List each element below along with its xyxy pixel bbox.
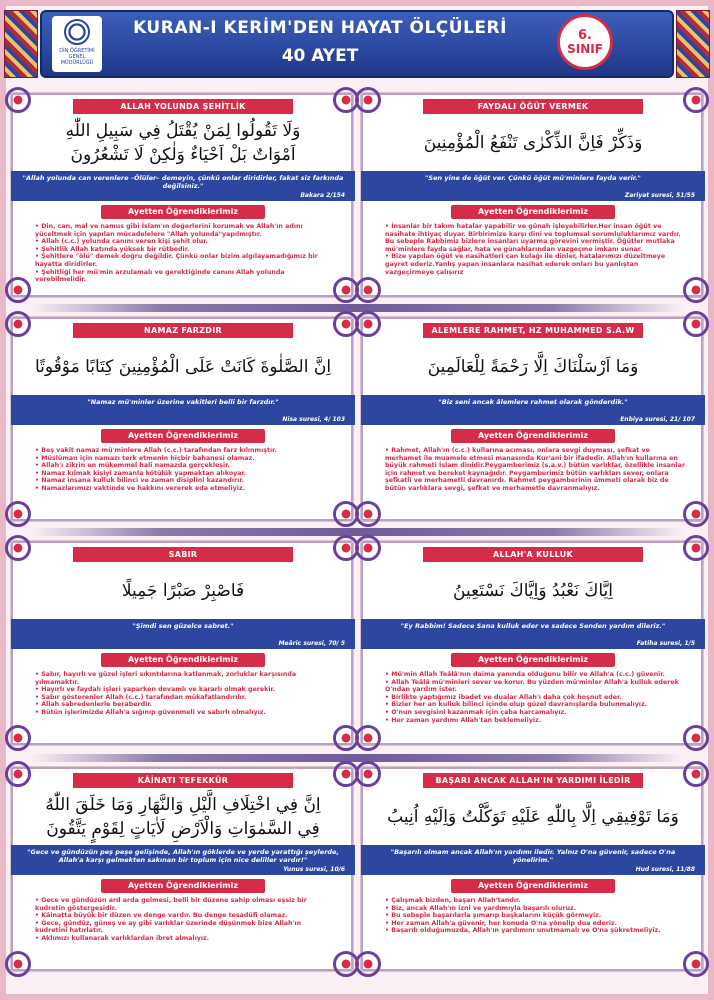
meaning-bar <box>361 395 705 425</box>
corner-ornament-icon <box>355 311 381 337</box>
arabic-ayah-line: وَمَا تَوْفِيقِي اِلَّا بِاللّٰهِ عَلَيْهِ تَوَكَّلْتُ وَاِلَيْهِ اُنِيبُ <box>387 807 679 827</box>
lesson-point: • Bizler her an kulluk bilinci içinde olup güzel davranışlarda bulunmalıyız. <box>385 701 685 709</box>
arabic-ayah-line: وَذَكِّرْ فَاِنَّ الذِّكْرٰى تَنْفَعُ الْمُؤْمِنِينَ <box>423 133 643 153</box>
learned-heading: Ayetten Öğrendiklerimiz <box>451 879 615 893</box>
corner-ornament-icon <box>355 501 381 527</box>
lesson-point: • Allah'ı zikrin en mükemmel hali namazda gerçekleşir. <box>35 462 335 470</box>
ayah-card <box>360 92 704 298</box>
lesson-point: • Her zaman Allah'a güvenir, her konuda O'na yönelip dua ederiz. <box>385 920 685 928</box>
lesson-points <box>35 897 335 943</box>
page-title: KURAN-I KERİM'DEN HAYAT ÖLÇÜLERİ <box>133 18 507 38</box>
row-divider <box>30 304 684 312</box>
card-title: FAYDALI ÖĞÜT VERMEK <box>423 99 643 114</box>
corner-ornament-icon <box>5 761 31 787</box>
lesson-point: • Şehitliği her mü'min arzulamalı ve gerektiğinde canını Allah yolunda verebilmelidir. <box>35 269 335 284</box>
ayah-card <box>360 540 704 746</box>
learned-heading: Ayetten Öğrendiklerimiz <box>451 205 615 219</box>
lesson-points <box>35 223 335 284</box>
corner-ornament-icon <box>5 501 31 527</box>
lesson-points <box>385 671 685 724</box>
corner-ornament-icon <box>355 535 381 561</box>
arabic-ayah <box>25 117 341 169</box>
ayah-meaning: "Sen yine de öğüt ver. Çünkü öğüt mü'minlere fayda verir." <box>425 174 641 182</box>
ayah-meaning: "Allah yolunda can verenlere –Ölüler– demeyin, çünkü onlar diridirler, fakat siz farkında değilsiniz." <box>22 174 344 190</box>
card-title: KÂİNATI TEFEKKÜR <box>73 773 293 788</box>
header-ornament-right <box>676 10 710 78</box>
lesson-point: • Namaz insana kulluk bilinci ve zaman disiplini kazandırır. <box>35 477 335 485</box>
corner-ornament-icon <box>683 87 709 113</box>
lesson-points <box>385 223 685 276</box>
meaning-bar <box>11 395 355 425</box>
lesson-point: • Rahmet, Allah'ın (c.c.) kullarına acıması, onlara sevgi duyması, şefkat ve merhamet ile muamele etmesi manasında Kur'ani bir ifadedir. Allah'ın kullarına en büyük rahmeti İslam dinidir.Peygamberimiz (s.a.v.) bütün varlıklar, özellikle insanlar için rahmet ve bereket kaynağıdır. Peygamberimiz bütün varlıkları sever, onlara şefkatli ve merhametli davranırdı. Rahmet peygamberinin ümmeti olarak biz de bütün varlıklara sevgi, şefkat ve merhametle davranmalıyız. <box>385 447 685 493</box>
header-ornament-left <box>4 10 38 78</box>
lesson-point: • Hayırlı ve faydalı işleri yaparken devamlı ve kararlı olmak gerekir. <box>35 686 335 694</box>
learned-heading: Ayetten Öğrendiklerimiz <box>101 653 265 667</box>
corner-ornament-icon <box>683 951 709 977</box>
arabic-ayah-line: اِيَّاكَ نَعْبُدُ وَاِيَّاكَ نَسْتَعِينُ <box>453 581 613 601</box>
ministry-logo <box>52 16 102 72</box>
corner-ornament-icon <box>5 535 31 561</box>
lesson-point: • Başarılı olduğumuzda, Allah'ın yardımını unutmamalı ve O'na şükretmeliyiz. <box>385 927 685 935</box>
lesson-point: • Kâinatta büyük bir düzen ve denge vardır. Bu denge tesadüfi olamaz. <box>35 912 335 920</box>
corner-ornament-icon <box>683 277 709 303</box>
card-title: ALLAH'A KULLUK <box>423 547 643 562</box>
lesson-point: • Mü'min Allah Teâlâ'nın daima yanında olduğunu bilir ve Allah'a (c.c.) güvenir. <box>385 671 685 679</box>
ayah-reference: Nisa suresi, 4/ 103 <box>282 416 345 423</box>
lesson-point: • Allah sabredenlerle beraberdir. <box>35 701 335 709</box>
arabic-ayah <box>375 117 691 169</box>
row-divider <box>30 754 684 762</box>
lesson-point: • Allah Teâlâ mü'minleri sever ve korur. Bu yüzden mü'minler Allah'a kulluk ederek O'ndan yardım ister. <box>385 679 685 694</box>
ayah-card <box>360 766 704 972</box>
lesson-point: • Aklımızı kullanarak varlıklardan ibret almalıyız. <box>35 935 335 943</box>
learned-heading: Ayetten Öğrendiklerimiz <box>451 429 615 443</box>
ayah-reference: Meâric suresi, 70/ 5 <box>278 640 345 647</box>
lesson-point: • Beş vakit namaz mü'minlere Allah (c.c.) tarafından farz kılınmıştır. <box>35 447 335 455</box>
arabic-ayah <box>25 791 341 843</box>
corner-ornament-icon <box>355 951 381 977</box>
arabic-ayah <box>25 565 341 617</box>
learned-heading: Ayetten Öğrendiklerimiz <box>101 429 265 443</box>
meaning-bar <box>11 171 355 201</box>
lesson-point: • Şehitlere "ölü" demek doğru değildir. Çünkü onlar bizim algılayamadığımız bir hayatta diridirler. <box>35 253 335 268</box>
ayah-meaning: "Gece ve gündüzün peş peşe gelişinde, Allah'ın göklerde ve yerde yarattığı şeylerde, Allah'a karşı gelmekten sakınan bir toplum için nice deliller vardır!" <box>27 848 339 864</box>
corner-ornament-icon <box>683 501 709 527</box>
learned-heading: Ayetten Öğrendiklerimiz <box>101 879 265 893</box>
arabic-ayah-line: وَلَا تَقُولُوا لِمَنْ يُقْتَلُ فِي سَبِيلِ اللّٰهِ <box>65 121 301 141</box>
lesson-point: • Gece, gündüz, güneş ve ay gibi varlıklar üzerinde düşünmek bize Allah'ın kudretini hatırlatır. <box>35 920 335 935</box>
lesson-point: • Din, can, mal ve namus gibi İslam'ın değerlerini korumak ve Allah'ın adını yüceltmek için yapılan mücadelelere "Allah yolunda"yapılmıştır. <box>35 223 335 238</box>
page-subtitle: 40 AYET <box>281 46 359 66</box>
logo-emblem-icon <box>64 19 90 45</box>
corner-ornament-icon <box>683 535 709 561</box>
arabic-ayah <box>375 791 691 843</box>
corner-ornament-icon <box>683 725 709 751</box>
meaning-bar <box>11 619 355 649</box>
arabic-ayah-line: اِنَّ الصَّلٰوةَ كَانَتْ عَلَى الْمُؤْمِنِينَ كِتَابًا مَوْقُوتًا <box>34 357 332 377</box>
ayah-reference: Fatiha suresi, 1/5 <box>636 640 695 647</box>
lesson-point: • Bu sebeple başarılarla şımarıp başkalarını küçük görmeyiz. <box>385 912 685 920</box>
ayah-card <box>10 766 354 972</box>
card-title: NAMAZ FARZDIR <box>73 323 293 338</box>
corner-ornament-icon <box>355 87 381 113</box>
card-title: SABIR <box>73 547 293 562</box>
arabic-ayah-line: اَمْوَاتٌ بَلْ اَحْيَاءٌ وَلٰكِنْ لَا تَشْعُرُونَ <box>70 145 296 165</box>
lesson-point: • İnsanlar bir takım hatalar yapabilir ve günah işleyebilirler.Her insan öğüt ve nasihate ihtiyaç duyar. Birbirimize karşı dini ve toplumsal sorumluluklarımız vardır. Bu sebeple Rabbimiz bizlere insanları uyarma görevini vermiştir. Öğütler mutlaka mü'minlere fayda sağlar, hata ve günahlarından vazgeçme imkanı sunar. <box>385 223 685 253</box>
grade-number: 6. <box>578 27 592 43</box>
corner-ornament-icon <box>5 87 31 113</box>
meaning-bar <box>361 171 705 201</box>
grade-badge <box>557 14 613 70</box>
ayah-meaning: "Ey Rabbim! Sadece Sana kulluk eder ve sadece Senden yardım dileriz." <box>400 622 666 630</box>
corner-ornament-icon <box>355 725 381 751</box>
ayah-card <box>10 316 354 522</box>
logo-text: DİN ÖĞRETİMİ GENEL MÜDÜRLÜĞÜ <box>59 48 95 66</box>
learned-heading: Ayetten Öğrendiklerimiz <box>101 205 265 219</box>
arabic-ayah <box>375 565 691 617</box>
corner-ornament-icon <box>355 277 381 303</box>
learned-heading: Ayetten Öğrendiklerimiz <box>451 653 615 667</box>
ayah-meaning: "Başarılı olmam ancak Allah'ın yardımı iledir. Yalnız O'na güvenir, sadece O'na yönelirim." <box>390 848 676 864</box>
lesson-points <box>385 447 685 493</box>
lesson-point: • Namazlarımızı vaktinde ve hakkını vererek eda etmeliyiz. <box>35 485 335 493</box>
card-title: BAŞARI ANCAK ALLAH'IN YARDIMI İLEDİR <box>423 773 643 788</box>
ayah-reference: Bakara 2/154 <box>300 192 345 199</box>
arabic-ayah <box>375 341 691 393</box>
ayah-meaning: "Biz seni ancak âlemlere rahmet olarak gönderdik." <box>438 398 628 406</box>
card-title: ALEMLERE RAHMET, HZ MUHAMMED S.A.W <box>423 323 643 338</box>
arabic-ayah <box>25 341 341 393</box>
corner-ornament-icon <box>5 277 31 303</box>
meaning-bar <box>11 845 355 875</box>
lesson-point: • Müslüman için namazı terk etmenin hiçbir bahanesi olamaz. <box>35 455 335 463</box>
ayah-reference: Enbiya suresi, 21/ 107 <box>620 416 695 423</box>
arabic-ayah-line: فَاصْبِرْ صَبْرًا جَمِيلًا <box>121 581 245 601</box>
arabic-ayah-line: فِي السَّمٰوَاتِ وَالْاَرْضِ لَاٰيَاتٍ لِقَوْمٍ يَتَّقُونَ <box>46 819 320 839</box>
meaning-bar <box>361 619 705 649</box>
lesson-point: • Namaz kılmak kişiyi zamanla kötülük yapmaktan alıkoyar. <box>35 470 335 478</box>
lesson-point: • Sabır gösterenler Allah (c.c.) tarafından mükafatlandırılır. <box>35 694 335 702</box>
corner-ornament-icon <box>5 725 31 751</box>
ayah-card <box>10 92 354 298</box>
lesson-points <box>385 897 685 935</box>
lesson-point: • Allah (c.c.) yolunda canını veren kişi şehit olur. <box>35 238 335 246</box>
grade-label: SINIF <box>567 41 603 56</box>
corner-ornament-icon <box>5 951 31 977</box>
ayah-reference: Hud suresi, 11/88 <box>635 866 695 873</box>
ayah-meaning: "Şimdi sen güzelce sabret." <box>132 622 234 630</box>
row-divider <box>30 528 684 536</box>
ayah-reference: Yunus suresi, 10/6 <box>283 866 345 873</box>
meaning-bar <box>361 845 705 875</box>
lesson-point: • Her zaman yardımı Allah'tan beklemeliyiz. <box>385 717 685 725</box>
arabic-ayah-line: اِنَّ فِي اخْتِلَافِ الَّيْلِ وَالنَّهَارِ وَمَا خَلَقَ اللّٰهُ <box>45 795 321 815</box>
ayah-reference: Zariyat suresi, 51/55 <box>624 192 695 199</box>
lesson-point: • Birlikte yaptığımız ibadet ve dualar Allah'ı daha çok hoşnut eder. <box>385 694 685 702</box>
corner-ornament-icon <box>683 311 709 337</box>
corner-ornament-icon <box>683 761 709 787</box>
corner-ornament-icon <box>355 761 381 787</box>
lesson-point: • Gece ve gündüzün ard arda gelmesi, belli bir düzene sahip olması eşsiz bir kudretin göstergesidir. <box>35 897 335 912</box>
lesson-points <box>35 671 335 717</box>
arabic-ayah-line: وَمَا اَرْسَلْنَاكَ اِلَّا رَحْمَةً لِلْعَالَمِينَ <box>427 357 639 377</box>
lesson-points <box>35 447 335 493</box>
lesson-point: • Çalışmak bizden, başarı Allah'tandır. <box>385 897 685 905</box>
ayah-card <box>10 540 354 746</box>
card-title: ALLAH YOLUNDA ŞEHİTLİK <box>73 99 293 114</box>
lesson-point: • Bütün işlerimizde Allah'a sığınıp güvenmeli ve sabırlı olmalıyız. <box>35 709 335 717</box>
lesson-point: • Sabır, hayırlı ve güzel işleri sıkıntılarına katlanmak, zorluklar karşısında yılmamaktır. <box>35 671 335 686</box>
lesson-point: • O'nun sevgisini kazanmak için çaba harcamalıyız. <box>385 709 685 717</box>
ayah-card <box>360 316 704 522</box>
lesson-point: • Biz, ancak Allah'ın izni ve yardımıyla başarılı oluruz. <box>385 905 685 913</box>
lesson-point: • Bize yapılan öğüt ve nasihatleri can kulağı ile dinler, hatalarımızı düzeltmeye gayret ederiz.Yanlış yapan insanlara nasihat ederek onları bu yanlıştan vazgeçirmeye çalışırız <box>385 253 685 276</box>
lesson-point: • Şehitlik Allah katında yüksek bir rütbedir. <box>35 246 335 254</box>
corner-ornament-icon <box>5 311 31 337</box>
ayah-meaning: "Namaz mü'minler üzerine vakitleri belli bir farzdır." <box>87 398 279 406</box>
